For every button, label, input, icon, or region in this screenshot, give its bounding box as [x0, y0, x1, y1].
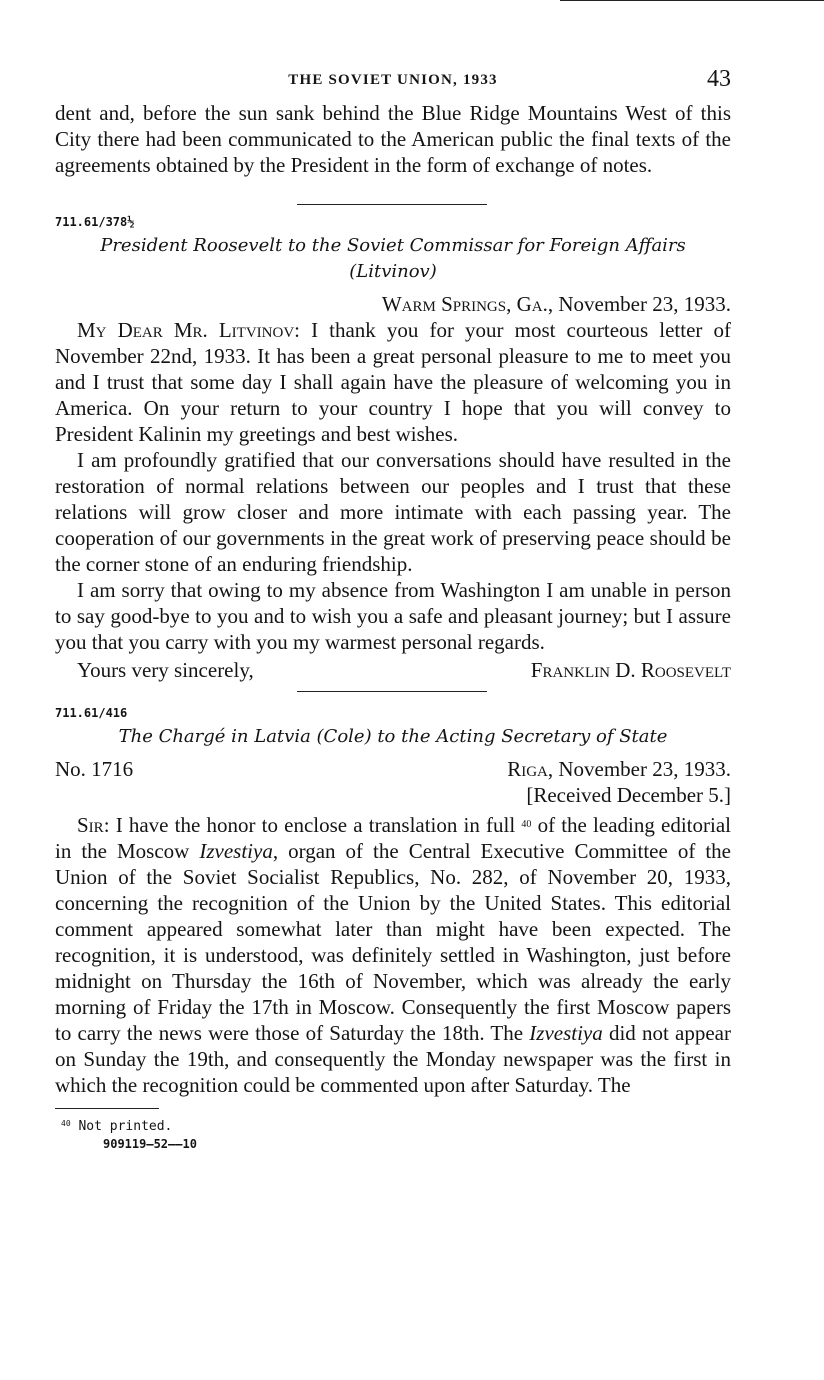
letter-paragraph: I am profoundly gratified that our conversations should have resulted in the restoration of normal relations between our peoples and I trust that these relations will grow closer and more intimate with each passing year. The cooperation of our governments in the great work of preserving peace should be the corner stone of an enduring friendship. — [55, 448, 731, 576]
dateline: Warm Springs, Ga., November 23, 1933. — [381, 292, 731, 316]
document-heading: President Roosevelt to the Soviet Commissar for Foreign Affairs (Litvinov) — [100, 235, 686, 282]
dateline-date: November 23, 1933. — [558, 292, 731, 316]
paragraph-text: did not appear on Sunday the 19th, and consequently the Monday newspaper was the first in which the recognition could be commented upon after Saturday. The — [55, 1021, 731, 1097]
file-reference: 711.61/378½ — [55, 215, 135, 229]
dateline-date: November 23, 1933. — [558, 757, 731, 781]
newspaper-name: Izvestiya — [199, 839, 273, 863]
page-number: 43 — [707, 66, 731, 92]
document-page — [55, 60, 731, 1151]
dateline-place: Riga, — [507, 757, 554, 781]
section-divider — [297, 204, 487, 205]
number-dateline-row — [55, 756, 731, 782]
running-header — [55, 60, 731, 100]
footnote-reference[interactable]: 40 — [521, 819, 532, 830]
dateline-place: Warm Springs, Ga. — [381, 292, 548, 316]
paragraph-text: I thank you for your most courteous letter of November 22nd, 1933. It has been a great personal pleasure to me to meet you and I trust that some day I shall again have the pleasure of welcoming you in America. On your return to your country I hope that you will convey to President Kalinin my greetings and best wishes. — [55, 318, 731, 446]
top-edge-rule — [560, 0, 824, 1]
signature: Franklin D. Roosevelt — [530, 658, 731, 682]
newspaper-name: Izvestiya — [529, 1021, 603, 1045]
intro-paragraph: dent and, before the sun sank behind the Blue Ridge Mountains West of this City there had been communicated to the American public the final texts of the agreements obtained by the President in the form of exchange of notes. — [55, 101, 731, 177]
received-date: [Received December 5.] — [526, 783, 731, 807]
dateline — [507, 756, 731, 782]
paragraph-text: of the leading editorial in the Moscow — [55, 813, 731, 863]
closing: Yours very sincerely, — [77, 658, 254, 682]
salutation: Sir — [77, 813, 104, 837]
document-heading: The Chargé in Latvia (Cole) to the Acting Secretary of State — [118, 726, 668, 747]
footnote-text: Not printed. — [78, 1119, 173, 1134]
footnote-marker: 40 — [61, 1119, 71, 1128]
closing-row — [55, 657, 731, 683]
running-title: THE SOVIET UNION, 1933 — [288, 72, 498, 88]
despatch-paragraph: Sir: I have the honor to enclose a translation in full $^{40}$ of the leading editorial in the Moscow Izvestiya, organ of the Central Executive Committee of the Union of the Soviet Socialist Republics, No. 282, of November 20, 1933, concerning the recognition of the Union by the United States. This editorial comment appeared somewhat later than might have been expected. The recognition, it is understood, was definitely settled in Washington, just before midnight on Thursday the 16th of November, which was already the early morning of Friday the 17th in Moscow. Consequently the first Moscow papers to carry the news were those of Saturday the 18th. The Izvestiya did not appear on Sunday the 19th, and consequently the Monday newspaper was the first in which the recognition could be commented upon after Saturday. The — [55, 813, 731, 1097]
letter-paragraph: My Dear Mr. Litvinov: I thank you for your most courteous letter of November 22nd, 1933. It has been a great personal pleasure to me to meet you and I trust that some day I shall again have the pleasure of welcoming you in America. On your return to your country I hope that you will convey to President Kalinin my greetings and best wishes. — [55, 318, 731, 446]
salutation: My Dear Mr. Litvinov — [77, 318, 295, 342]
file-reference: 711.61/416 — [55, 706, 128, 720]
despatch-number: No. 1716 — [55, 757, 134, 781]
footnote — [61, 1119, 731, 1134]
paragraph-text: I have the honor to enclose a translation in full — [115, 813, 516, 837]
footnote-divider — [55, 1108, 159, 1109]
paragraph-text: , organ of the Central Executive Committee of the Union of the Soviet Socialist Republics, No. 282, of November 20, 1933, concerning the recognition of the Union by the United States. This editorial comment appeared somewhat later than might have been expected. The recognition, it is understood, was definitely settled in Washington, just before midnight on Thursday the 16th of November, which was already the early morning of Friday the 17th in Moscow. Consequently the first Moscow papers to carry the news were those of Saturday the 18th. The — [55, 839, 731, 1045]
letter-paragraph: I am sorry that owing to my absence from Washington I am unable in person to say good-bye to you and to wish you a safe and pleasant journey; but I assure you that you carry with you my warmest personal regards. — [55, 578, 731, 654]
section-divider — [297, 691, 487, 692]
print-code: 909119—52——10 — [103, 1137, 197, 1151]
